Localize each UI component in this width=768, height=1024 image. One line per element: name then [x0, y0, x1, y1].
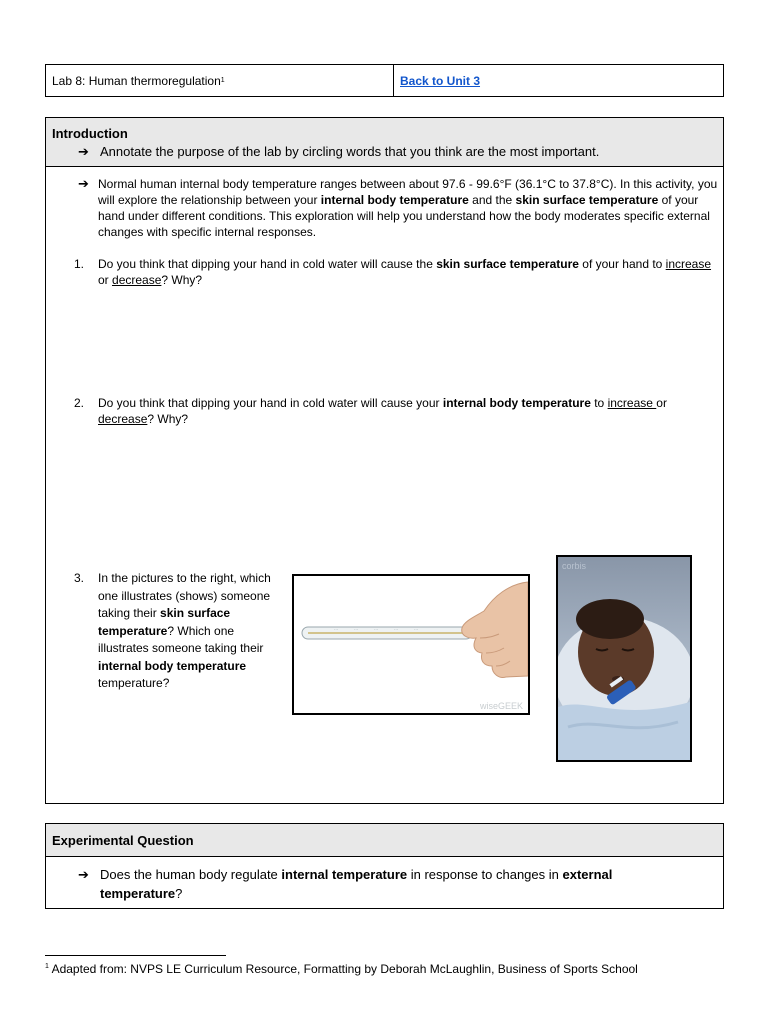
arrow-icon: ➔: [78, 867, 89, 882]
question-text: [100, 865, 678, 903]
underlined-term: decrease: [112, 273, 162, 287]
bold-term: external temperature: [100, 867, 613, 901]
intro-paragraph-text: [78, 176, 718, 240]
question-1: [74, 256, 724, 288]
intro-paragraph: [78, 176, 718, 240]
text-run: Do you think that dipping your hand in cold water will cause the: [98, 257, 437, 271]
experimental-question-header: [46, 824, 723, 857]
back-to-unit-link[interactable]: Back to Unit 3: [400, 73, 481, 88]
footnote-ref: 1: [220, 77, 225, 84]
question-2: [74, 395, 724, 427]
text-run: Normal human internal body temperature ranges between about 97.6 - 99.6°F (36.1°C to 37.8°C). In this activity, you will explore the relationship between your: [98, 177, 718, 207]
question-number: 2.: [74, 396, 85, 410]
text-run: ?: [175, 886, 183, 901]
footnote-divider: [45, 955, 226, 956]
introduction-header: [46, 118, 723, 167]
thermometer-illustration: [294, 576, 528, 713]
header-table: [45, 64, 724, 97]
bold-term: skin surface temperature: [98, 606, 231, 638]
child-thermometer-photo: [556, 555, 692, 762]
text-run: ? Why?: [147, 412, 189, 426]
child-illustration: [558, 557, 690, 760]
text-run: or: [98, 273, 113, 287]
thermometer-hand-image: [292, 574, 530, 715]
introduction-title: Introduction: [52, 126, 128, 141]
text-run: in response to changes in: [407, 867, 563, 882]
question-number: 3.: [74, 571, 85, 585]
text-run: and the: [468, 193, 516, 207]
text-run: Do you think that dipping your hand in cold water will cause your: [98, 396, 443, 410]
question-number: 1.: [74, 257, 85, 271]
text-run: or: [656, 396, 667, 410]
text-run: Does the human body regulate: [100, 867, 282, 882]
introduction-instruction: [78, 144, 599, 160]
question-2-text: [74, 395, 724, 427]
question-1-text: [74, 256, 724, 288]
experimental-question-section: [45, 823, 724, 909]
bold-term: internal body temperature: [320, 193, 469, 207]
footnote-number: 1: [45, 963, 49, 970]
text-run: In the pictures to the right, which one illustrates (shows) someone taking their: [98, 571, 271, 620]
back-link-cell: [394, 65, 723, 96]
text-run: ? Which one illustrates someone taking their: [98, 623, 264, 655]
experimental-question-text: [78, 865, 678, 903]
text-run: of your hand to: [578, 257, 666, 271]
underlined-term: increase: [665, 257, 712, 271]
lab-title-cell: [46, 65, 394, 96]
bold-term: internal temperature: [281, 867, 408, 882]
svg-text:···: ···: [414, 627, 418, 632]
instruction-text: Annotate the purpose of the lab by circling words that you think are the most important.: [100, 144, 600, 159]
bold-term: internal body temperature: [442, 396, 591, 410]
watermark-text: wiseGEEK: [480, 701, 524, 711]
bold-term: skin surface temperature: [436, 257, 579, 271]
text-run: to: [590, 396, 608, 410]
svg-text:···: ···: [354, 627, 358, 632]
introduction-section: [45, 117, 724, 804]
watermark-text: corbis: [562, 561, 587, 571]
text-run: of your hand under different conditions. This exploration will help you understand how the body moderates specific external changes with specific internal responses.: [98, 193, 710, 239]
svg-text:···: ···: [394, 627, 398, 632]
footnote: [45, 962, 638, 976]
arrow-icon: ➔: [78, 144, 89, 159]
svg-text:···: ···: [334, 627, 338, 632]
underlined-term: increase: [607, 396, 657, 410]
text-run: ? Why?: [161, 273, 203, 287]
svg-text:···: ···: [374, 627, 378, 632]
arrow-icon: ➔: [78, 176, 89, 191]
footnote-text: Adapted from: NVPS LE Curriculum Resource, Formatting by Deborah McLaughlin, Business of Sports School: [48, 962, 638, 976]
text-run: temperature?: [98, 676, 170, 690]
bold-term: internal body temperature: [98, 658, 247, 673]
question-3: [74, 570, 278, 693]
question-3-text: [74, 570, 278, 693]
bold-term: skin surface temperature: [515, 193, 659, 207]
underlined-term: decrease: [98, 412, 148, 426]
lab-title: Lab 8: Human thermoregulation: [52, 73, 221, 88]
experimental-question-title: Experimental Question: [52, 833, 194, 848]
